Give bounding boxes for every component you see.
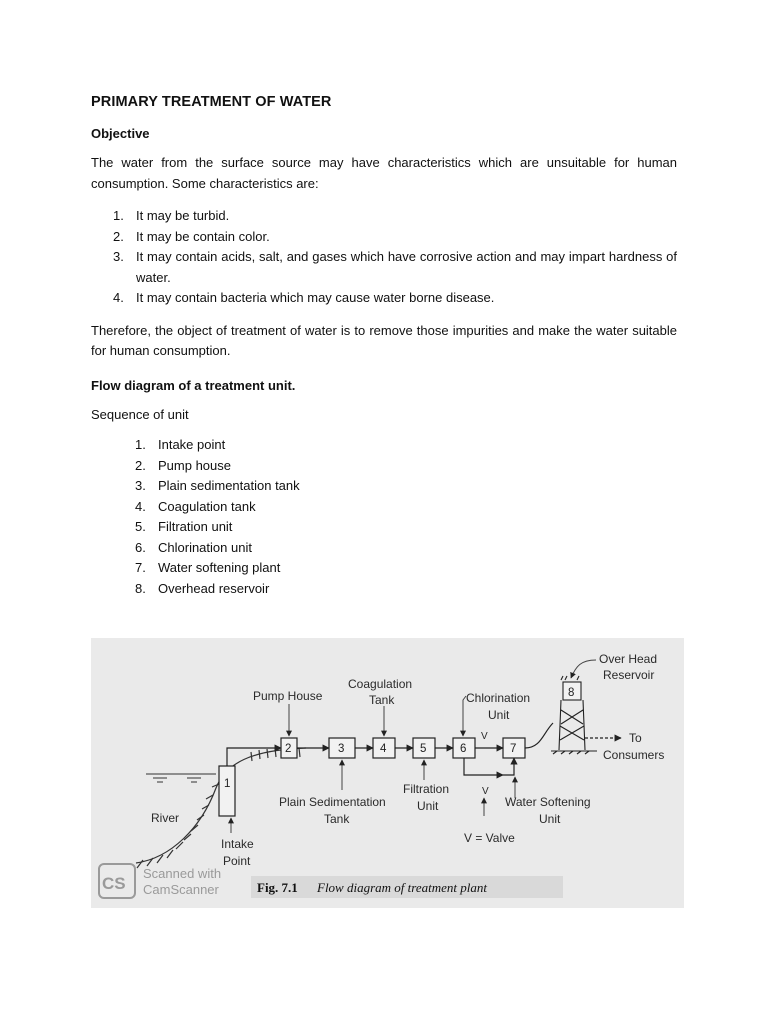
box-7-label: 7 <box>510 743 517 755</box>
label-water-softening: Water Softening <box>505 795 591 809</box>
label-intake-point: Point <box>223 854 251 868</box>
box-5-label: 5 <box>420 743 427 755</box>
valve-label-top: V <box>481 731 488 742</box>
flow-diagram-figure <box>91 638 684 908</box>
list-item: 8. Overhead reservoir <box>135 580 270 596</box>
label-chlorination: Chlorination <box>466 691 531 705</box>
camscanner-watermark <box>99 864 221 898</box>
list-item: 3. Plain sedimentation tank <box>135 478 300 493</box>
label-river: River <box>151 811 180 825</box>
document-page <box>91 94 677 611</box>
label-valve-key: V = Valve <box>464 831 515 845</box>
label-plain-sedimentation: Plain Sedimentation <box>279 795 386 809</box>
label-softening-unit: Unit <box>539 812 561 826</box>
intro-paragraph: The water from the surface source may have characteristics which are unsuitable for human consumption. Some characteristics are: <box>91 155 677 191</box>
units-list <box>91 435 677 599</box>
svg-text:CamScanner: CamScanner <box>143 882 219 897</box>
characteristics-list <box>91 206 677 309</box>
sequence-heading: Sequence of unit <box>91 406 189 422</box>
objective-heading: Objective <box>91 126 150 141</box>
figure-caption: Flow diagram of treatment plant <box>317 880 487 895</box>
label-intake: Intake <box>221 837 254 851</box>
box-4-label: 4 <box>380 743 387 755</box>
page-title: PRIMARY TREATMENT OF WATER <box>91 94 332 110</box>
label-coagulation: Coagulation <box>348 677 413 691</box>
list-item: 7. Water softening plant <box>135 560 281 575</box>
list-item: 3. It may contain acids, salt, and gases which have corrosive action and may impart hardness of water. <box>113 249 677 285</box>
box-6-label: 6 <box>460 743 467 755</box>
label-filtration: Filtration <box>403 782 450 796</box>
list-item: 4. It may contain bacteria which may cause water borne disease. <box>113 290 495 305</box>
box-8-label: 8 <box>568 687 575 699</box>
label-filtration-unit: Unit <box>417 799 439 813</box>
list-item: 4. Coagulation tank <box>135 498 256 514</box>
label-coag-tank: Tank <box>369 693 395 707</box>
label-pump-house: Pump House <box>253 689 323 703</box>
list-item: 2. Pump house <box>135 457 231 473</box>
svg-text:CS: CS <box>102 874 126 893</box>
label-over-head: Over Head <box>599 652 658 666</box>
valve-label-bottom: V <box>482 786 489 797</box>
box-3-label: 3 <box>338 743 345 755</box>
list-item: 2. It may be contain color. <box>113 228 270 244</box>
flow-heading: Flow diagram of a treatment unit. <box>91 377 296 393</box>
bypass-pipe-out <box>503 758 514 775</box>
flow-diagram <box>91 638 684 908</box>
pipe-7-reservoir <box>525 723 553 748</box>
box-2-label: 2 <box>285 743 292 755</box>
label-to: To <box>629 731 642 745</box>
list-item: 1. Intake point <box>135 437 226 452</box>
bypass-pipe-in <box>464 758 503 775</box>
label-plain-tank: Tank <box>324 812 350 826</box>
label-consumers: Consumers <box>603 748 665 762</box>
list-item: 6. Chlorination unit <box>135 539 252 555</box>
label-chlor-unit: Unit <box>488 708 510 722</box>
figure-number: Fig. 7.1 <box>257 880 298 895</box>
box-1 <box>219 766 235 816</box>
label-reservoir: Reservoir <box>603 668 655 682</box>
list-item: 5. Filtration unit <box>135 519 233 534</box>
svg-text:Scanned with: Scanned with <box>143 866 222 881</box>
box-1-label: 1 <box>224 778 231 790</box>
list-item: 1. It may be turbid. <box>113 208 230 223</box>
conclusion-paragraph: Therefore, the object of treatment of water is to remove those impurities and make the water suitable for human consumption. <box>91 322 677 358</box>
river-water <box>146 774 216 782</box>
